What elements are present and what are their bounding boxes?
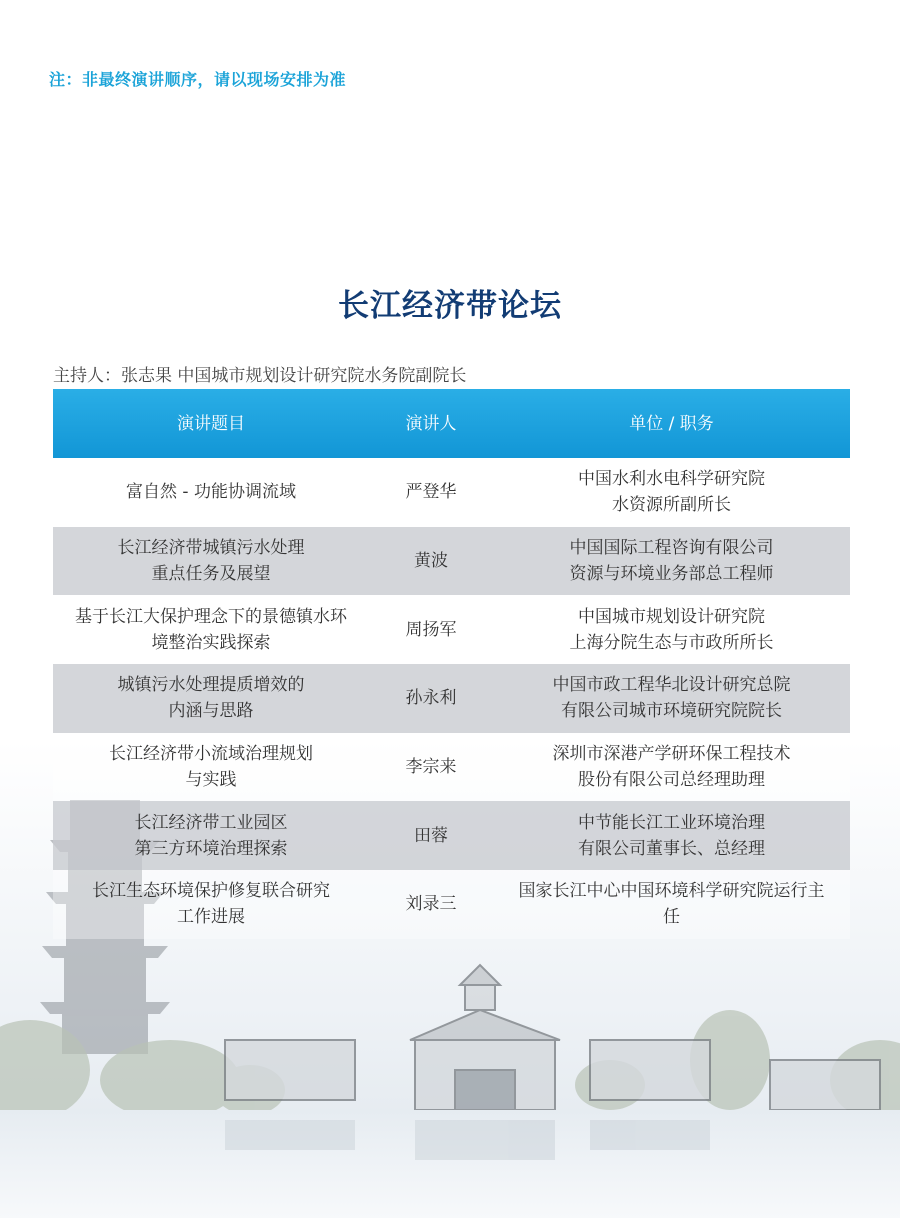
table-row (53, 458, 850, 527)
header-topic: 演讲题目 (177, 413, 245, 434)
topic-cell: 富自然 - 功能协调流域 (126, 482, 296, 503)
speaker-cell: 刘录三 (405, 894, 457, 915)
organization-cell: 中节能长江工业环境治理 有限公司董事长、总经理 (578, 812, 765, 859)
header-speaker: 演讲人 (405, 413, 457, 434)
speaker-cell: 黄波 (414, 551, 448, 572)
topic-cell: 长江生态环境保护修复联合研究 工作进展 (92, 881, 330, 928)
speaker-cell: 周扬军 (405, 619, 457, 640)
organization-cell: 国家长江中心中国环境科学研究院运行主 任 (518, 881, 825, 928)
table-row (53, 664, 850, 733)
table-row (53, 870, 850, 939)
speaker-cell: 孙永利 (405, 688, 457, 709)
speaker-cell: 李宗来 (405, 757, 457, 778)
organization-cell: 中国城市规划设计研究院 上海分院生态与市政所所长 (569, 606, 774, 653)
topic-cell: 长江经济带城镇污水处理 重点任务及展望 (117, 538, 305, 585)
topic-cell: 基于长江大保护理念下的景德镇水环 境整治实践探索 (75, 606, 347, 653)
speaker-cell: 田蓉 (414, 825, 448, 846)
forum-title: 长江经济带论坛 (338, 288, 562, 324)
table-header-row (53, 389, 850, 458)
organization-cell: 深圳市深港产学研环保工程技术 股份有限公司总经理助理 (552, 744, 791, 791)
topic-cell: 城镇污水处理提质增效的 内涵与思路 (117, 675, 305, 722)
organization-cell: 中国水利水电科学研究院 水资源所副所长 (578, 469, 765, 516)
table-row (53, 595, 850, 664)
organization-cell: 中国国际工程咨询有限公司 资源与环境业务部总工程师 (569, 538, 774, 585)
host-info: 主持人：张志果 中国城市规划设计研究院水务院副院长 (53, 366, 467, 386)
topic-cell: 长江经济带工业园区 第三方环境治理探索 (134, 812, 288, 859)
table-row (53, 527, 850, 596)
table-row (53, 733, 850, 802)
organization-cell: 中国市政工程华北设计研究总院 有限公司城市环境研究院院长 (552, 675, 791, 722)
topic-cell: 长江经济带小流域治理规划 与实践 (109, 744, 313, 791)
header-organization: 单位 / 职务 (629, 413, 714, 434)
agenda-table (53, 389, 850, 939)
speaker-cell: 严登华 (405, 482, 457, 503)
order-note: 注：非最终演讲顺序，请以现场安排为准 (49, 70, 347, 89)
table-row (53, 801, 850, 870)
